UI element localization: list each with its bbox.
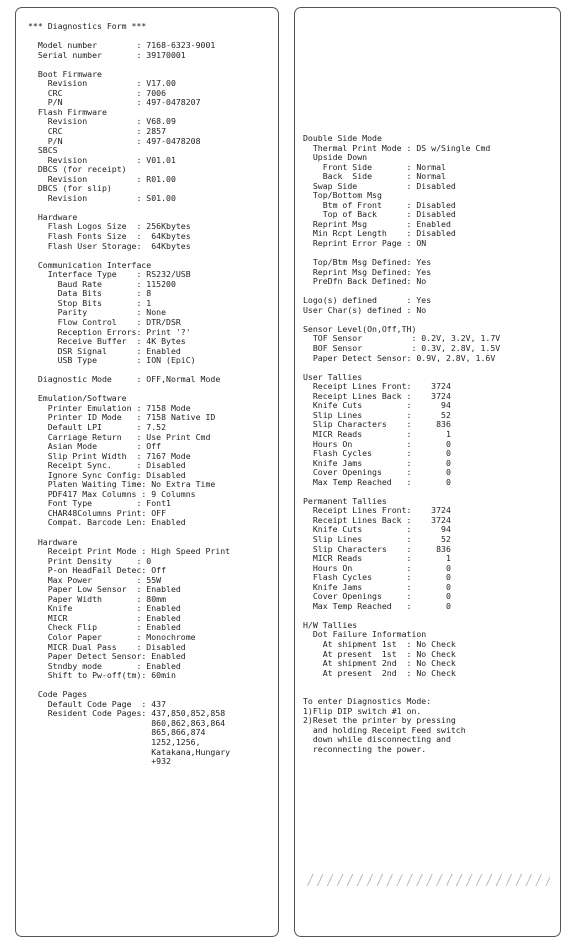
receipt-text-page-1: *** Diagnostics Form *** Model number : 7168-6323-9001 Serial number : 39170001 Boot Firmware Revision : V17.00 CRC : 7006 P/N : 497-0478207 Flash Firmware Revision : V68.09 CRC : 2857 P/N : 497-0478208 SBCS Revision : V01.01 DBCS (for receipt) Revision : R01.00 DBCS (for slip) Revision : S01.00 Hardware Flash Logos Size : 256Kbytes Flash Fonts Size : 64Kbytes Flash User Storage: 64Kbytes Communication Interface Interface Type : RS232/USB Baud Rate : 115200 Data Bits : 8 Stop Bits : 1 Parity : None Flow Control : DTR/DSR Reception Errors: Print '?' Receive Buffer : 4K Bytes DSR Signal : Enabled USB Type : ION (EpiC) Diagnostic Mode : OFF,Normal Mode Emulation/Software Printer Emulation : 7158 Mode Printer ID Mode : 7158 Native ID Default LPI : 7.52 Carriage Return : Use Print Cmd Asian Mode : Off Slip Print Width : 7167 Mode Receipt Sync. : Disabled Ignore Sync Config: Disabled Platen Waiting Time: No Extra Time PDF417 Max Columns : 9 Columns Font Type : Font1 CHAR48Columns Print: OFF Compat. Barcode Len: Enabled Hardware Receipt Print Mode : High Speed Print Print Density : 0 P-on HeadFail Detec: Off Max Power : 55W Paper Low Sensor : Enabled Paper Width : 80mm Knife : Enabled MICR : Enabled Check Flip : Enabled Color Paper : Monochrome MICR Dual Pass : Disabled Paper Detect Sensor: Enabled Stndby mode : Enabled Shift to Pw-off(tm): 60min Code Pages Default Code Page : 437 Resident Code Pages: 437,850,852,858 860,862,863,864 865,866,874 1252,1256, Katakana,Hungary +932 <box>28 21 231 767</box>
receipt-text-page-2: Double Side Mode Thermal Print Mode : DS w/Single Cmd Upside Down Front Side : Normal Back Side : Normal Swap Side : Disabled Top/Bottom Msg Btm of Front : Disabled Top of Back : Disabled Reprint Msg : Enabled Min Rcpt Length : Disabled Reprint Error Page : ON Top/Btm Msg Defined: Yes Reprint Msg Defined: Yes PreDfn Back Defined: No Logo(s) defined : Yes User Char(s) defined : No Sensor Level(On,Off,TH) TOF Sensor : 0.2V, 3.2V, 1.7V BOF Sensor : 0.3V, 2.8V, 1.5V Paper Detect Sensor: 0.9V, 2.8V, 1.6V User Tallies Receipt Lines Front: 3724 Receipt Lines Back : 3724 Knife Cuts : 94 Slip Lines : 52 Slip Characters : 836 MICR Reads : 1 Hours On : 0 Flash Cycles : 0 Knife Jams : 0 Cover Openings : 0 Max Temp Reached : 0 Permanent Tallies Receipt Lines Front: 3724 Receipt Lines Back : 3724 Knife Cuts : 94 Slip Lines : 52 Slip Characters : 836 MICR Reads : 1 Hours On : 0 Flash Cycles : 0 Knife Jams : 0 Cover Openings : 0 Max Temp Reached : 0 H/W Tallies Dot Failure Information At shipment 1st : No Check At present 1st : No Check At shipment 2nd : No Check At present 2nd : No Check To enter Diagnostics Mode: 1)Flip DIP switch #1 on. 2)Reset the printer by pressing and holding Receipt Feed switch down while disconnecting and reconnecting the power. <box>303 133 501 754</box>
diagnostics-receipt-page-1 <box>15 7 279 937</box>
tear-off-edge <box>307 874 550 886</box>
diagnostics-receipt-page-2 <box>294 7 561 937</box>
